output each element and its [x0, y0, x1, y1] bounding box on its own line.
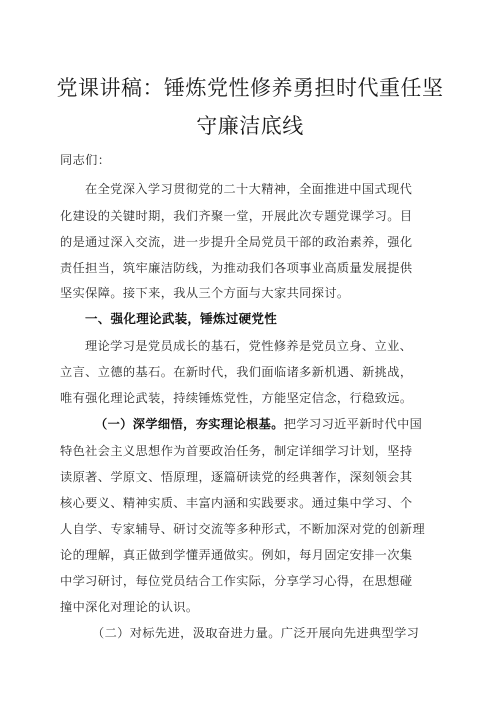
- subsection-heading: （一）深学细悟，夯实理论根基。: [95, 417, 284, 431]
- paragraph-line: 人自学、专家辅导、研讨交流等多种形式，不断加深对党的创新理: [60, 522, 426, 536]
- paragraph-text: 把学习习近平新时代中国: [283, 417, 423, 431]
- paragraph-line: 的是通过深入交流，进一步提升全局党员干部的政治素养，强化: [60, 235, 413, 249]
- paragraph-line: 撞中深化对理论的认识。: [60, 600, 199, 614]
- document-title-line-1: 党课讲稿：锤炼党性修养勇担时代重任坚: [56, 76, 444, 100]
- paragraph-line: 论的理解，真正做到学懂弄通做实。例如，每月固定安排一次集: [60, 548, 413, 562]
- paragraph-line: 唯有强化理论武装，持续锤炼党性，方能坚定信念，行稳致远。: [60, 391, 413, 405]
- paragraph-line: 理论学习是党员成长的基石，党性修养是党员立身、立业、: [85, 339, 413, 353]
- paragraph-line: 在全党深入学习贯彻党的二十大精神，全面推进中国式现代: [85, 182, 413, 196]
- paragraph-line: 特色社会主义思想作为首要政治任务，制定详细学习计划，坚持: [60, 444, 413, 458]
- salutation: 同志们：: [60, 153, 111, 167]
- paragraph-line: （二）对标先进，汲取奋进力量。广泛开展向先进典型学习: [92, 626, 420, 640]
- paragraph-line: 读原著、学原文、悟原理，逐篇研读党的经典著作，深刻领会其: [60, 470, 413, 484]
- paragraph-line: [95, 416, 450, 433]
- document-title-line-2: 守廉洁底线: [196, 114, 304, 138]
- paragraph-line: 中学习研讨，每位党员结合工作实际，分享学习心得，在思想碰: [60, 574, 413, 588]
- section-heading: 一、强化理论武装，锤炼过硬党性: [85, 311, 278, 326]
- paragraph-line: 立言、立德的基石。在新时代，我们面临诸多新机遇、新挑战，: [60, 365, 413, 379]
- paragraph-line: 核心要义、精神实质、丰富内涵和实践要求。通过集中学习、个: [60, 496, 413, 510]
- paragraph-line: 坚实保障。接下来，我从三个方面与大家共同探讨。: [60, 286, 350, 300]
- paragraph-line: 化建设的关键时期，我们齐聚一堂，开展此次专题党课学习。目: [60, 209, 413, 223]
- paragraph-line: 责任担当，筑牢廉洁防线，为推动我们各项事业高质量发展提供: [60, 261, 413, 275]
